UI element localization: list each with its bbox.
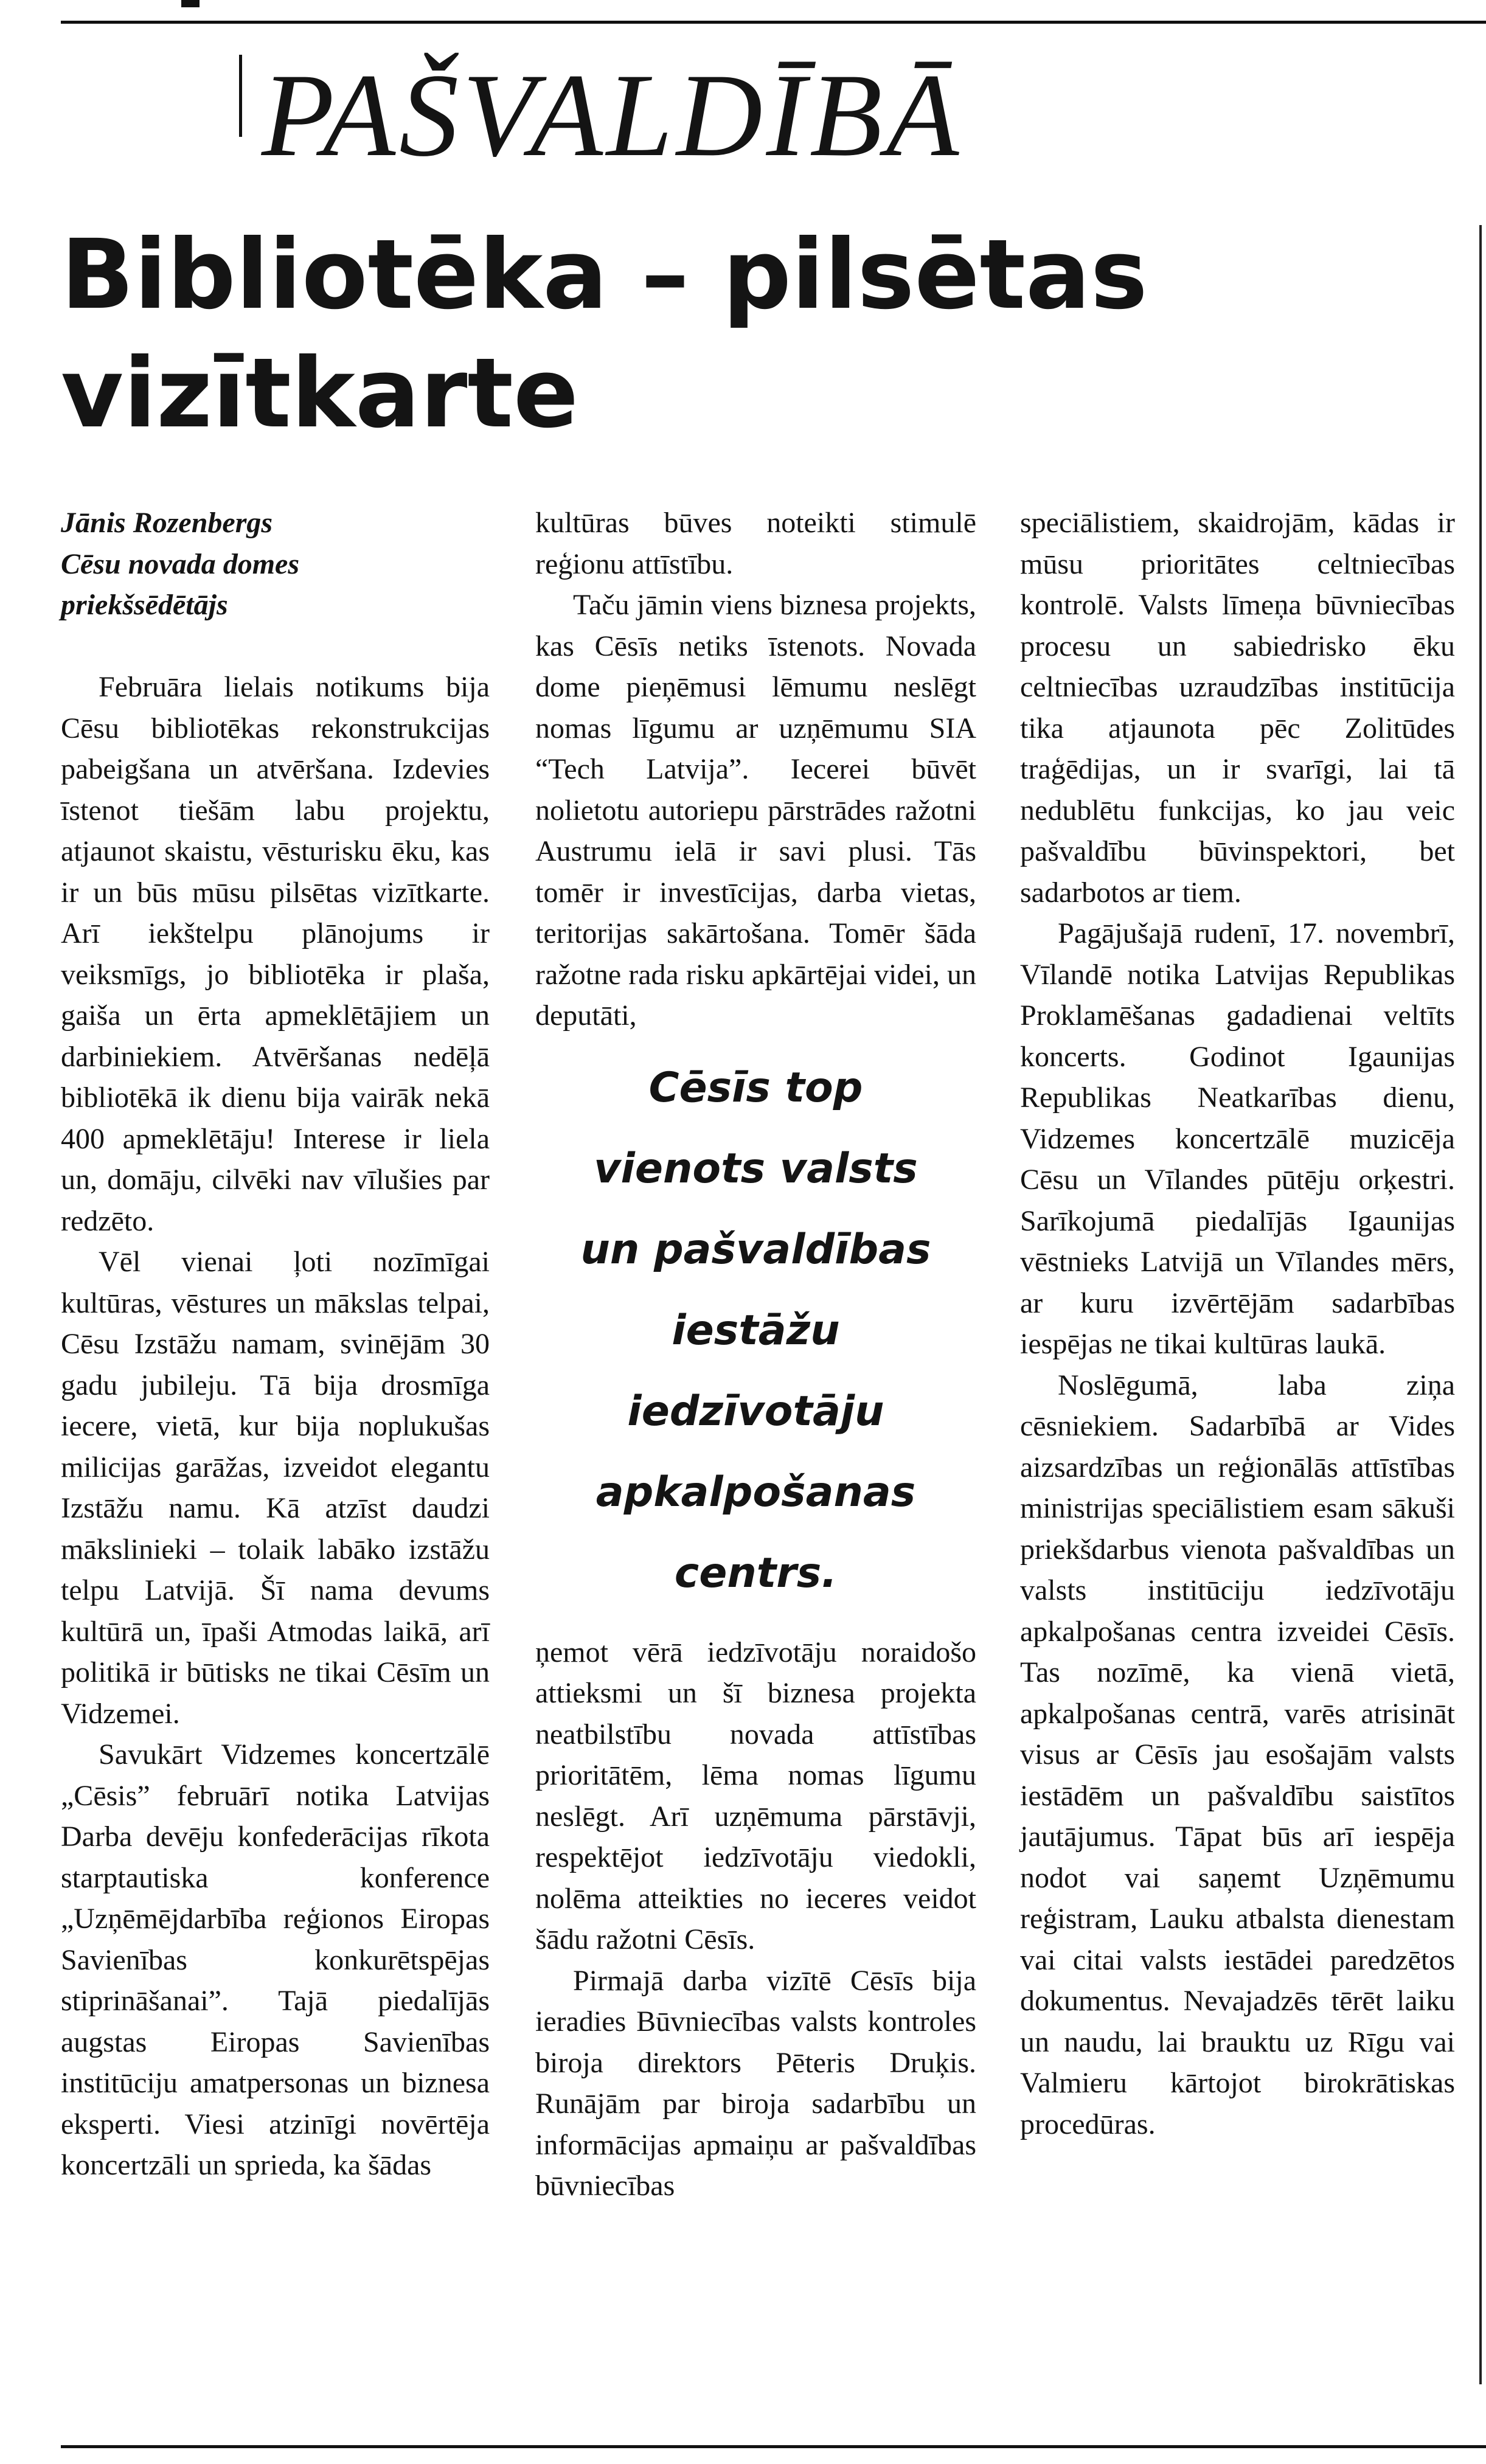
section-title: PAŠVALDĪBĀ (262, 49, 963, 181)
pull-quote-line: vienots valsts (594, 1144, 918, 1193)
paragraph: Savukārt Vidzemes koncertzālē „Cēsis” februārī notika Latvijas Darba devēju konfederācijas rīkota starptautiska konference „Uzņēmējdarbība reģionos Eiropas Savienības konkurētspējas stiprināšanai”. Tajā piedalījās augstas Eiropas Savienības institūciju amatpersonas un biznesa eksperti. Viesi atzinīgi novērtēja koncertzāli un sprieda, ka šādas (61, 1738, 490, 2181)
article-headline (61, 216, 1460, 453)
article-column-2 (535, 502, 976, 2207)
pull-quote-line: iedzīvotāju (627, 1387, 884, 1435)
paragraph: Noslēgumā, laba ziņa cēsniekiem. Sadarbībā ar Vides aizsardzības un reģionālās attīstības ministrijas speciālistiem esam sākuši priekšdarbus vienota pašvaldības un valsts institūciju iedzīvotāju apkalpošanas centra izveidei Cēsīs. Tas nozīmē, ka vienā vietā, apkalpošanas centrā, varēs atrisināt visus ar Cēsīs jau esošajām valsts iestādēm un pašvaldību saistītos jautājumus. Tāpat būs arī iespēja nodot vai saņemt Uzņēmumu reģistram, Lauku atbalsta dienestam vai citai valsts iestādei paredzētos dokumentus. Nevajadzēs tērēt laiku un naudu, lai brauktu uz Rīgu vai Valmieru kārtojot birokrātiskas procedūras. (1020, 1369, 1455, 2140)
byline-role-1: Cēsu novada domes (61, 547, 300, 580)
paragraph: speciālistiem, skaidrojām, kādas ir mūsu prioritātes celtniecības kontrolē. Valsts līmeņa būvniecības procesu un sabiedrisko ēku celtniecības uzraudzības institūcija tika atjaunota pēc Zolitūdes traģēdijas, un ir svarīgi, lai tā nedublētu funkcijas, ko jau veic pašvaldību būvinspektori, bet sadarbotos ar tiem. (1020, 507, 1455, 909)
bottom-rule (61, 2445, 1486, 2448)
paragraph: Pirmajā darba vizītē Cēsīs bija ieradies Būvniecības valsts kontroles biroja direktors Pēteris Druķis. Runājām par biroja sadarbību un informācijas apmaiņu ar pašvaldības būvniecības (535, 1964, 976, 2202)
page-number-mark (181, 0, 200, 7)
headline-line-2: vizītkarte (61, 338, 579, 449)
pull-quote-line: un pašvaldības (580, 1225, 931, 1274)
headline-line-1: Bibliotēka – pilsētas (61, 219, 1148, 331)
top-rule (61, 21, 1486, 24)
article-column-3 (1020, 502, 1455, 2145)
byline-role-2: priekšsēdētājs (61, 589, 228, 621)
paragraph: ņemot vērā iedzīvotāju noraidošo attieksmi un šī biznesa projekta neatbilstību novada attīstības prioritātēm, lēma nomas līgumu neslēgt. Arī uzņēmuma pārstāvji, respektējot iedzīvotāju viedokli, nolēma atteikties no ieceres veidot šādu ražotni Cēsīs. (535, 1636, 976, 1956)
pull-quote-line: Cēsīs top (648, 1063, 863, 1112)
pull-quote-line: centrs. (674, 1549, 838, 1597)
byline-spacer (61, 626, 490, 667)
paragraph: Taču jāmin viens biznesa projekts, kas Cēsīs netiks īstenots. Novada dome pieņēmusi lēmumu neslēgt nomas līgumu ar uzņēmumu SIA “Tech Latvija”. Iecerei būvēt nolietotu autoriepu pārstrādes ražotni Austrumu ielā ir savi plusi. Tās tomēr ir investīcijas, darba vietas, teritorijas sakārtošana. Tomēr šāda ražotne rada risku apkārtējai videi, un deputāti, (535, 589, 977, 1032)
paragraph: Februāra lielais notikums bija Cēsu bibliotēkas rekonstrukcijas pabeigšana un atvēršana. Izdevies īstenot tiešām labu projektu, atjaunot skaistu, vēsturisku ēku, kas ir un būs mūsu pilsētas vizītkarte. Arī iekštelpu plānojums ir veiksmīgs, jo bibliotēka ir plaša, gaiša un ērta apmeklētājiem un darbiniekiem. Atvēršanas nedēļā bibliotēkā ik dienu bija vairāk nekā 400 apmeklētāju! Interese ir liela un, domāju, cilvēki nav vīlušies par redzēto. (61, 671, 490, 1237)
right-border-rule (1479, 225, 1482, 2384)
pull-quote-line: iestāžu (672, 1306, 840, 1355)
section-divider (239, 55, 242, 137)
paragraph: kultūras būves noteikti stimulē reģionu attīstību. (535, 507, 976, 580)
pull-quote-line: apkalpošanas (595, 1468, 916, 1516)
pull-quote (535, 1036, 976, 1632)
paragraph: Pagājušajā rudenī, 17. novembrī, Vīlandē notika Latvijas Republikas Proklamēšanas gadadienai veltīts koncerts. Godinot Igaunijas Republikas Neatkarības dienu, Vidzemes koncertzālē muzicēja Cēsu un Vīlandes pūtēju orķestri. Sarīkojumā piedalījās Igaunijas vēstnieks Latvijā un Vīlandes mērs, ar kuru izvērtējām sadarbības iespējas ne tikai kultūras laukā. (1020, 917, 1455, 1360)
article-column-1 (61, 502, 490, 2186)
paragraph: Vēl vienai ļoti nozīmīgai kultūras, vēstures un mākslas telpai, Cēsu Izstāžu namam, svinējām 30 gadu jubileju. Tā bija drosmīga iecere, vietā, kur bija noplukušas milicijas garāžas, izveidot elegantu Izstāžu namu. Kā atzīst daudzi mākslinieki – tolaik labāko izstāžu telpu Latvijā. Šī nama devums kultūrā un, īpaši Atmodas laikā, arī politikā ir būtisks ne tikai Cēsīm un Vidzemei. (61, 1246, 490, 1730)
byline-name: Jānis Rozenbergs (61, 507, 273, 539)
